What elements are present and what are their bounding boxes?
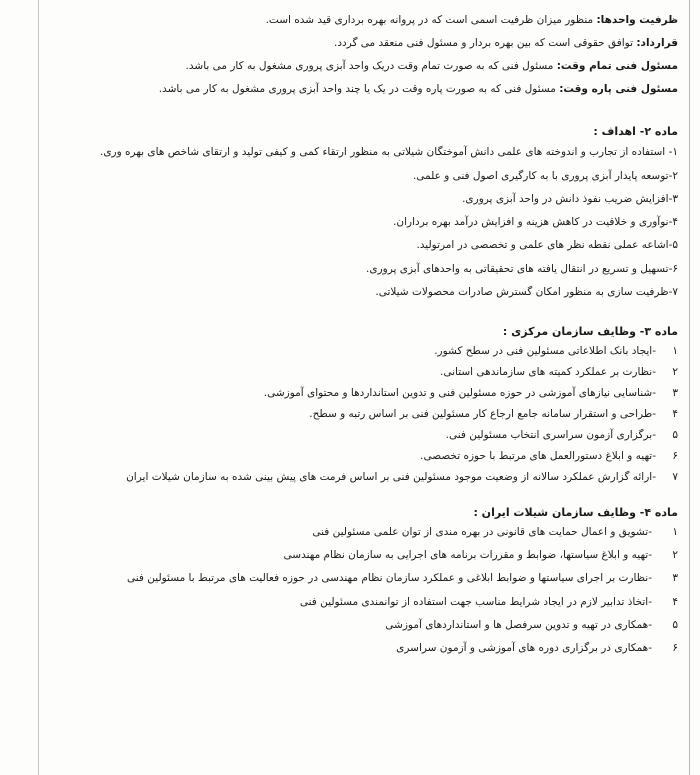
item-number: ۲ — [672, 549, 678, 562]
list-item — [30, 387, 678, 400]
list-item — [30, 572, 678, 585]
item-text: -ایجاد بانک اطلاعاتی مسئولین فنی در سطح کشور. — [434, 344, 656, 357]
item-text: -اتخاذ تدابیر لازم در ایجاد شرایط مناسب جهت استفاده از توانمندی مسئولین فنی — [299, 595, 652, 608]
item-text: -تشویق و اعمال حمایت های قانونی در بهره مندی از توان علمی مسئولین فنی — [312, 526, 652, 539]
item-text: -همکاری در برگزاری دوره های آموزشی و آزمون سراسری — [396, 641, 652, 654]
item-number: ۴ — [672, 595, 678, 608]
item-text: -طراحی و استقرار سامانه جامع ارجاع کار مسئولین فنی بر اساس رتبه و سطح. — [309, 407, 656, 420]
item-number: ۴ — [672, 407, 678, 420]
definition-text: مسئول فنی که به صورت پاره وقت در یک یا چند واحد آبزی پروری مشغول به کار می باشد. — [158, 83, 560, 96]
list-item — [30, 642, 678, 655]
item-text: -برگزاری آزمون سراسری انتخاب مسئولین فنی. — [445, 429, 656, 442]
list-item — [30, 429, 678, 442]
item-text: افزایش ضریب نفوذ دانش در واحد آبزی پروری. — [462, 193, 669, 206]
list-item — [30, 526, 678, 539]
list-item — [30, 345, 678, 358]
item-text: -تهیه و ابلاغ سیاستها، ضوابط و مقررات برنامه های اجرایی به سازمان نظام مهندسی — [283, 549, 652, 562]
item-text: -نظارت بر عملکرد کمیته های سازماندهی استانی. — [440, 365, 656, 378]
item-number: ۵ — [672, 618, 678, 631]
section-title: ماده ۲- اهداف : — [593, 124, 678, 138]
definition-item — [30, 83, 678, 96]
right-margin-rule — [689, 0, 690, 775]
left-margin-rule — [38, 0, 39, 775]
list-item — [30, 471, 678, 484]
list-item — [30, 193, 678, 206]
item-number: ۴- — [668, 216, 678, 229]
item-text: -نظارت بر اجرای سیاستها و ضوابط ابلاغی و عملکرد سازمان نظام مهندسی در حوزه فعالیت های مرتبط با مسئولین فنی — [127, 572, 652, 585]
list-item — [30, 263, 678, 276]
item-number: ۳ — [672, 572, 678, 585]
list-item — [30, 286, 678, 299]
item-text: نوآوری و خلاقیت در کاهش هزینه و افزایش درآمد بهره برداران. — [393, 216, 669, 229]
definition-text: توافق حقوقی است که بین بهره بردار و مسئول فنی منعقد می گردد. — [333, 37, 637, 50]
section-title: ماده ۴- وظایف سازمان شیلات ایران : — [473, 506, 678, 520]
list-item — [30, 239, 678, 252]
item-number: ۱ — [672, 526, 678, 539]
definitions-block — [30, 14, 678, 97]
item-number: ۱- — [668, 146, 678, 159]
definition-term: قرارداد: — [636, 37, 678, 50]
list-item — [30, 596, 678, 609]
item-number: ۵ — [672, 429, 678, 442]
list-item — [30, 549, 678, 562]
list-item — [30, 619, 678, 632]
definition-item — [30, 37, 678, 50]
definition-item — [30, 14, 678, 27]
item-text: اشاعه عملی نقطه نظر های علمی و تخصصی در امرتولید. — [416, 239, 669, 252]
section-title: ماده ۳- وظایف سازمان مرکزی : — [502, 324, 678, 338]
item-number: ۵- — [668, 239, 678, 252]
item-number: ۶- — [668, 262, 678, 275]
definition-term: ظرفیت واحدها: — [596, 14, 678, 26]
section-fisheries-organization — [30, 506, 678, 655]
item-text: ظرفیت سازی به منظور امکان گسترش صادرات محصولات شیلاتی. — [375, 285, 669, 298]
section-objectives — [30, 125, 678, 299]
item-number: ۲ — [672, 365, 678, 378]
item-number: ۶ — [672, 641, 678, 654]
list-item — [30, 366, 678, 379]
item-text: توسعه پایدار آبزی پروری با به کارگیری اصول فنی و علمی. — [412, 170, 669, 183]
item-number: ۶ — [672, 450, 678, 463]
item-number: ۲- — [668, 170, 678, 183]
definition-text: مسئول فنی که به صورت تمام وقت دریک واحد آبزی پروری مشغول به کار می باشد. — [185, 60, 557, 73]
definition-text: منظور میزان ظرفیت اسمی است که در پروانه بهره برداری قید شده است. — [265, 14, 597, 26]
list-item — [30, 408, 678, 421]
item-number: ۳ — [672, 386, 678, 399]
item-number: ۱ — [672, 344, 678, 357]
list-item — [30, 216, 678, 229]
list-item — [30, 144, 678, 162]
item-number: ۷ — [672, 471, 678, 484]
item-text: -ارائه گزارش عملکرد سالانه از وضعیت موجود مسئولین فنی بر اساس فرمت های پیش بینی شده به سازمان شیلات ایران — [126, 471, 656, 484]
definition-term: مسئول فنی پاره وقت: — [559, 83, 678, 96]
item-number: ۷- — [668, 285, 678, 298]
list-item — [30, 450, 678, 463]
item-text: تسهیل و تسریع در انتقال یافته های تحقیقاتی به واحدهای آبزی پروری. — [366, 262, 669, 275]
item-text: -تهیه و ابلاغ دستورالعمل های مرتبط با حوزه تخصصی. — [420, 450, 656, 463]
definition-item — [30, 60, 678, 73]
section-central-organization — [30, 325, 678, 485]
list-item — [30, 170, 678, 183]
item-text: استفاده از تجارب و اندوخته های علمی دانش آموختگان شیلاتی به منظور ارتقاء کمی و کیفی تولید و ارتقای شاخص های بهره وری. — [100, 146, 669, 159]
item-text: -همکاری در تهیه و تدوین سرفصل ها و استانداردهای آموزشی — [385, 618, 652, 631]
item-text: -شناسایی نیازهای آموزشی در حوزه مسئولین فنی و تدوین استانداردها و محتوای آموزشی. — [263, 386, 656, 399]
item-number: ۳- — [668, 193, 678, 206]
definition-term: مسئول فنی تمام وقت: — [556, 60, 678, 73]
